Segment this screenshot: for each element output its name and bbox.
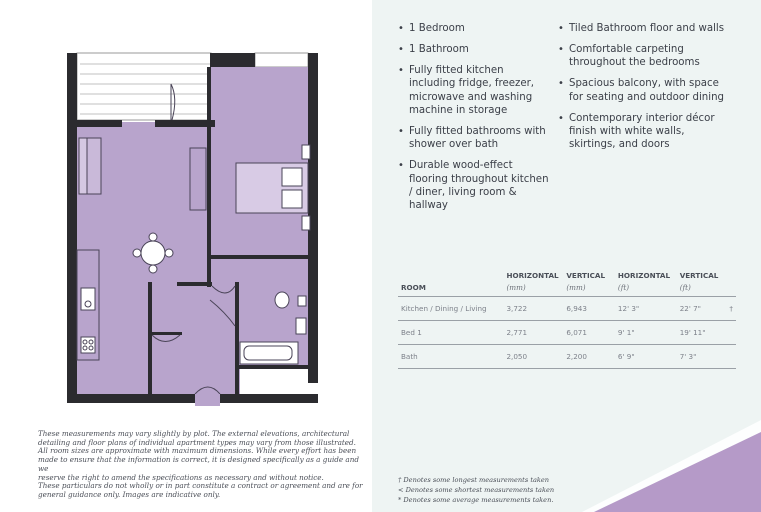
cell-h-mm: 2,771 bbox=[503, 321, 563, 345]
balcony-right bbox=[255, 53, 308, 67]
disclaimer-line: general guidance only. Images are indicative only. bbox=[38, 489, 221, 499]
disclaimer-text bbox=[38, 430, 368, 500]
table-row bbox=[398, 321, 736, 345]
cell-h-ft: 9' 1" bbox=[615, 321, 677, 345]
features-list-right bbox=[558, 22, 726, 159]
cell-room: Bed 1 bbox=[398, 321, 503, 345]
cell-room: Kitchen / Dining / Living bbox=[398, 297, 503, 321]
cell-v-mm: 6,071 bbox=[563, 321, 615, 345]
header-horizontal-mm: HORIZONTAL (mm) bbox=[506, 271, 559, 292]
cell-v-mm: 2,200 bbox=[563, 345, 615, 369]
feature-item: • Comfortable carpeting throughout the bedrooms bbox=[558, 43, 726, 70]
header-mark bbox=[726, 268, 736, 297]
footnote-line: < Denotes some shortest measurements taken bbox=[398, 486, 555, 494]
hall-area bbox=[150, 282, 240, 394]
feature-item: • Durable wood-effect flooring throughout kitchen / diner, living room & hallway bbox=[398, 159, 550, 213]
cell-v-ft: 7' 3" bbox=[677, 345, 727, 369]
cell-h-ft: 12' 3" bbox=[615, 297, 677, 321]
feature-item: • 1 Bedroom bbox=[398, 22, 550, 35]
footnote-line: * Denotes some average measurements taken. bbox=[398, 496, 554, 504]
table-row bbox=[398, 345, 736, 369]
measurement-footnotes bbox=[398, 475, 554, 505]
footnote-line: † Denotes some longest measurements taken bbox=[398, 476, 550, 484]
washbasin bbox=[296, 318, 306, 334]
header-room: ROOM bbox=[401, 283, 426, 292]
cell-h-mm: 2,050 bbox=[503, 345, 563, 369]
cell-v-ft: 19' 11" bbox=[677, 321, 727, 345]
toilet bbox=[275, 292, 289, 308]
disclaimer-line: All room sizes are approximate with maximum dimensions. While every effort has been bbox=[38, 446, 357, 456]
features-list-left bbox=[398, 22, 550, 220]
feature-item: • Spacious balcony, with space for seating and outdoor dining bbox=[558, 77, 726, 104]
wardrobe bbox=[190, 148, 206, 210]
cell-mark: † bbox=[726, 297, 736, 321]
disclaimer-line: These particulars do not wholly or in part constitute a contract or agreement and are for bbox=[38, 481, 363, 491]
header-vertical-mm: VERTICAL (mm) bbox=[566, 271, 606, 292]
balcony bbox=[77, 53, 211, 120]
disclaimer-line: These measurements may vary slightly by plot. The external elevations, architectural bbox=[38, 429, 350, 438]
feature-item: • Fully fitted bathrooms with shower over bath bbox=[398, 125, 550, 152]
cell-h-mm: 3,722 bbox=[503, 297, 563, 321]
bedroom-area bbox=[210, 67, 308, 257]
cell-mark bbox=[726, 321, 736, 345]
floor-plan-drawing bbox=[60, 50, 320, 406]
feature-item: • 1 Bathroom bbox=[398, 43, 550, 56]
feature-item: • Fully fitted kitchen including fridge, freezer, microwave and washing machine in storage bbox=[398, 64, 550, 118]
cell-h-ft: 6' 9" bbox=[615, 345, 677, 369]
feature-item: • Tiled Bathroom floor and walls bbox=[558, 22, 726, 35]
disclaimer-line: detailing and floor plans of individual apartment types may vary from those illustrated. bbox=[38, 437, 356, 447]
storage-area bbox=[210, 257, 308, 282]
dining-table bbox=[141, 241, 165, 265]
table-header-row bbox=[398, 268, 736, 297]
feature-item: • Contemporary interior décor finish with white walls, skirtings, and doors bbox=[558, 112, 726, 152]
disclaimer-line: made to ensure that the information is correct, it is designed specifically as a guide and we bbox=[38, 455, 359, 473]
cell-mark bbox=[726, 345, 736, 369]
header-horizontal-ft: HORIZONTAL (ft) bbox=[617, 271, 671, 292]
floor-plan-panel bbox=[0, 0, 372, 512]
table-row bbox=[398, 297, 736, 321]
room-dimensions-table bbox=[398, 268, 736, 369]
cell-room: Bath bbox=[398, 345, 503, 369]
header-vertical-ft: VERTICAL (ft) bbox=[679, 271, 719, 292]
disclaimer-line: reserve the right to amend the specifications as necessary and without notice. bbox=[38, 472, 324, 482]
cell-v-mm: 6,943 bbox=[563, 297, 615, 321]
cell-v-ft: 22' 7" bbox=[677, 297, 727, 321]
